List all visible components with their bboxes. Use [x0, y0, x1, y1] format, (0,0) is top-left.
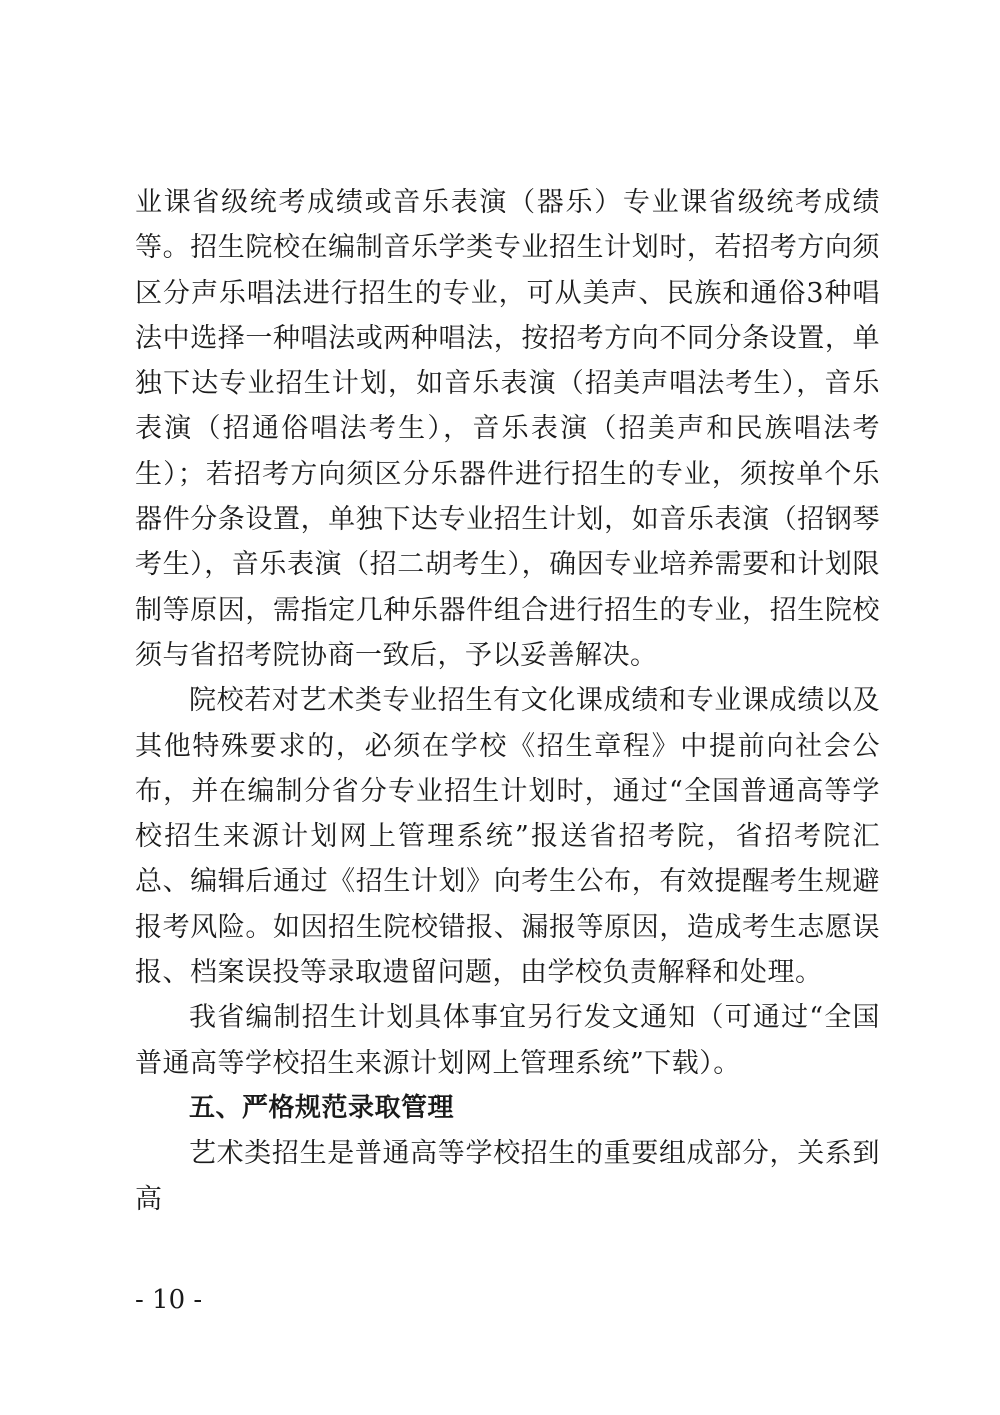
- paragraph-requirements: 院校若对艺术类专业招生有文化课成绩和专业课成绩以及其他特殊要求的，必须在学校《招生章程》中提前向社会公布，并在编制分省分专业招生计划时，通过“全国普通高等学校招生来源计划网上管理系统”报送省招考院，省招考院汇总、编辑后通过《招生计划》向考生公布，有效提醒考生规避报考风险。如因招生院校错报、漏报等原因，造成考生志愿误报、档案误投等录取遗留问题，由学校负责解释和处理。: [135, 685, 880, 989]
- document-body: [135, 180, 880, 1222]
- page-number: - 10 -: [135, 1285, 203, 1315]
- paragraph-section-start: 艺术类招生是普通高等学校招生的重要组成部分，关系到高: [135, 1138, 880, 1215]
- section-heading: 五、严格规范录取管理: [189, 1092, 455, 1123]
- paragraph-notice: 我省编制招生计划具体事宜另行发文通知（可通过“全国普通高等学校招生来源计划网上管理系统”下载）。: [135, 1002, 880, 1079]
- paragraph-continued: 业课省级统考成绩或音乐表演（器乐）专业课省级统考成绩等。招生院校在编制音乐学类专业招生计划时，若招考方向须区分声乐唱法进行招生的专业，可从美声、民族和通俗3种唱法中选择一种唱法或两种唱法，按招考方向不同分条设置，单独下达专业招生计划，如音乐表演（招美声唱法考生），音乐表演（招通俗唱法考生），音乐表演（招美声和民族唱法考生）；若招考方向须区分乐器件进行招生的专业，须按单个乐器件分条设置，单独下达专业招生计划，如音乐表演（招钢琴考生），音乐表演（招二胡考生），确因专业培养需要和计划限制等原因，需指定几种乐器件组合进行招生的专业，招生院校须与省招考院协商一致后，予以妥善解决。: [135, 187, 880, 671]
